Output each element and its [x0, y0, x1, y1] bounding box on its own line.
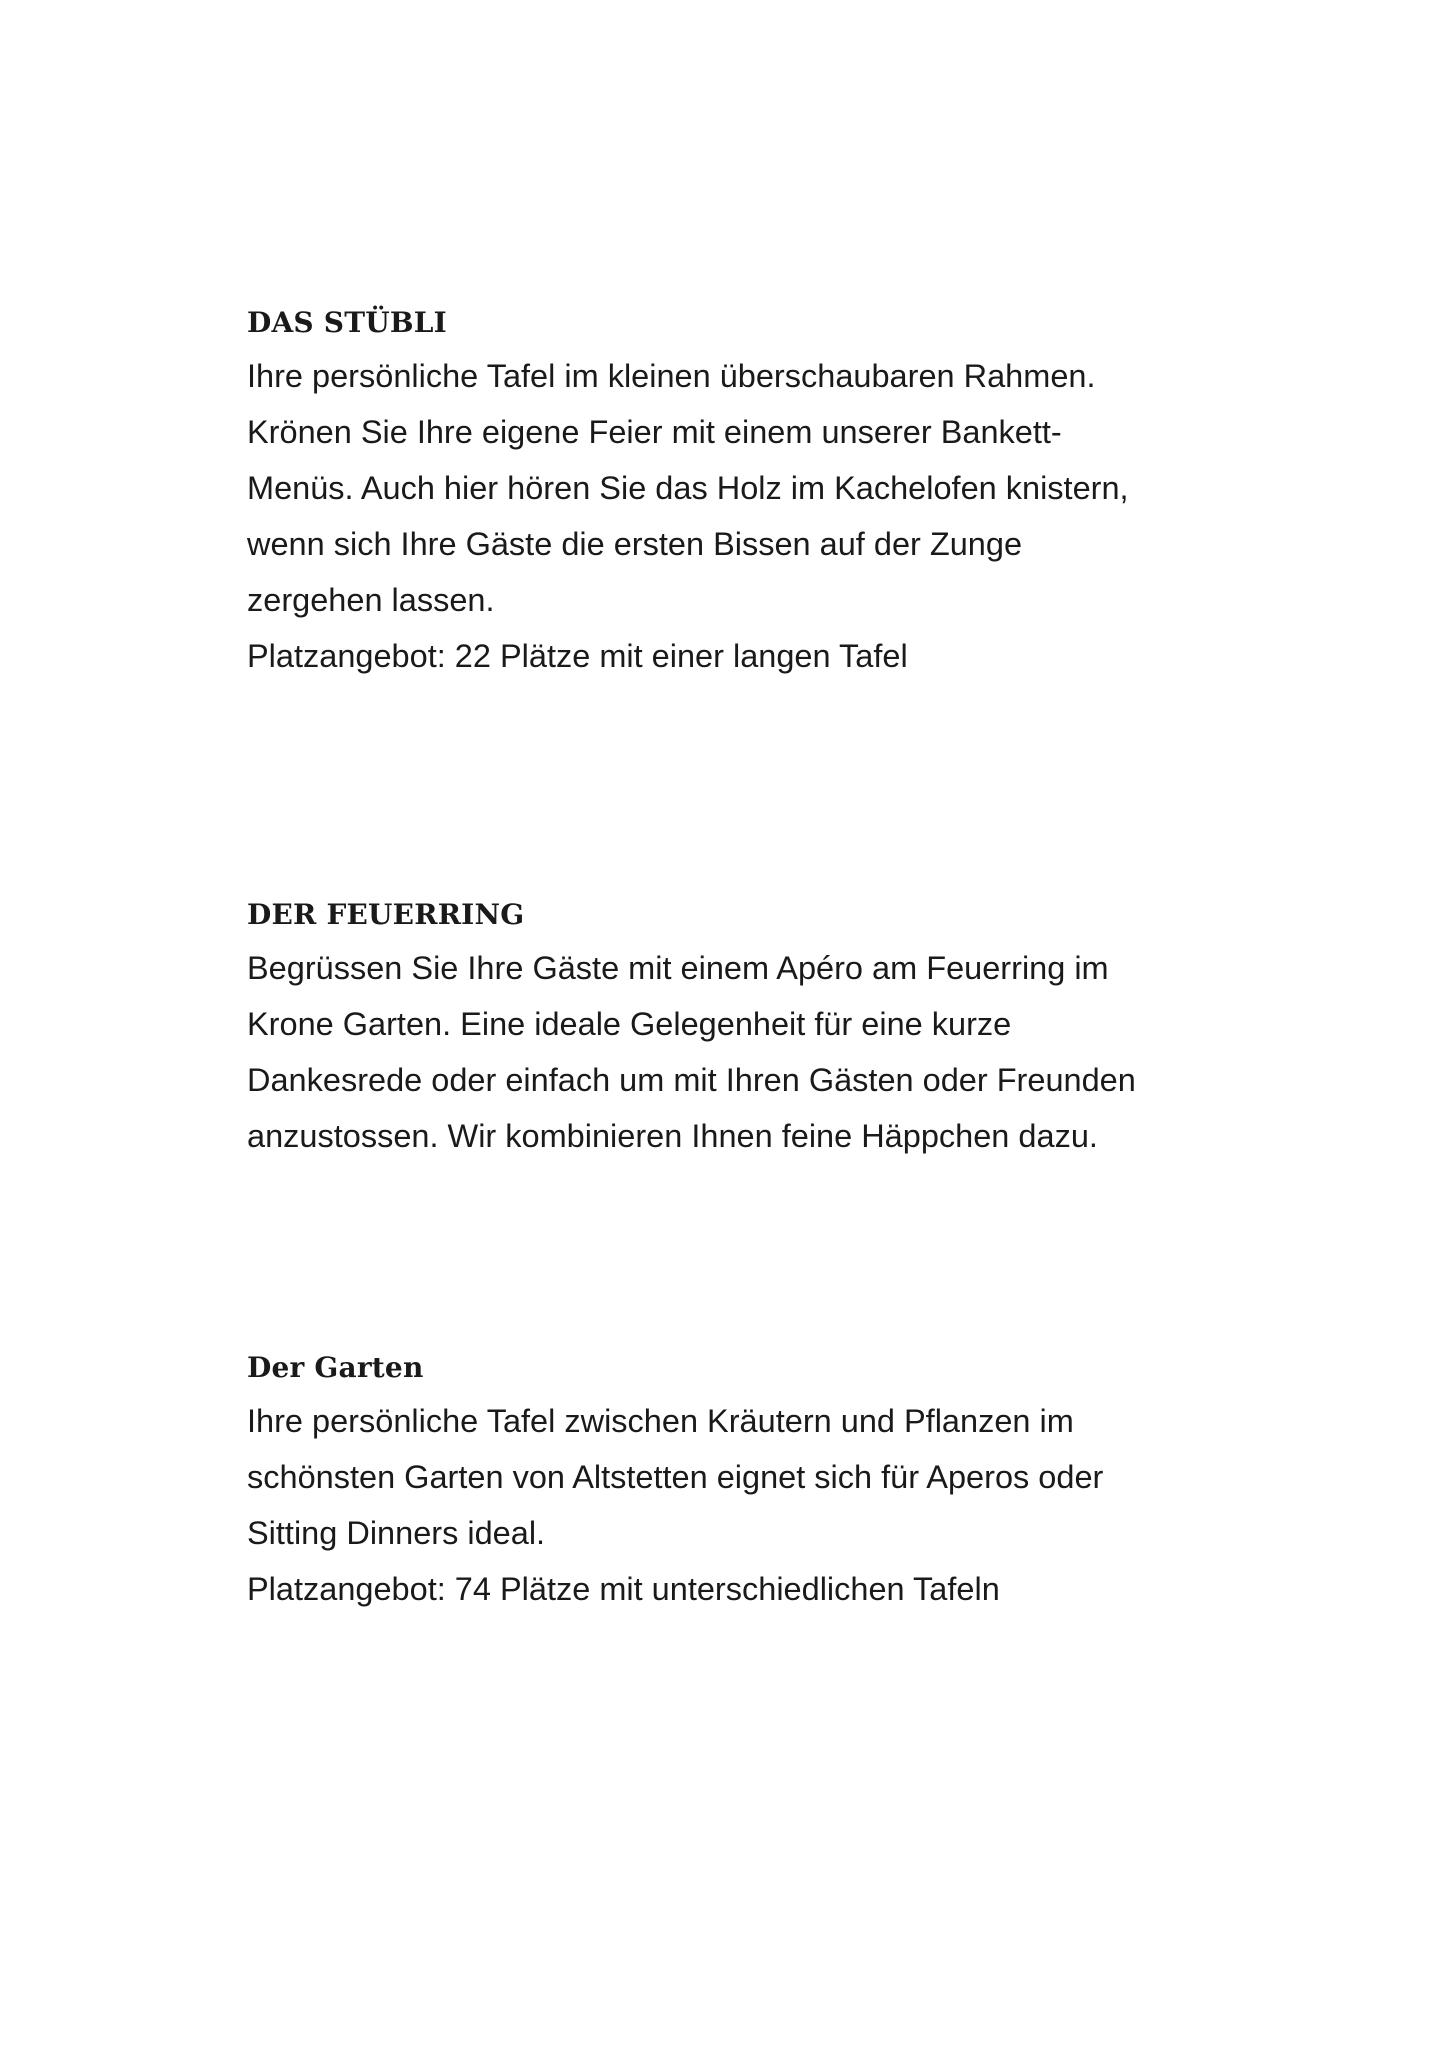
body-line: Krönen Sie Ihre eigene Feier mit einem unserer Bankett-: [247, 414, 1062, 450]
capacity-line: Platzangebot: 74 Plätze mit unterschiedlichen Tafeln: [247, 1571, 1000, 1607]
body-line: Krone Garten. Eine ideale Gelegenheit für eine kurze: [247, 1006, 1012, 1042]
body-line: Menüs. Auch hier hören Sie das Holz im Kachelofen knistern,: [247, 470, 1129, 506]
capacity-line: Platzangebot: 22 Plätze mit einer langen Tafel: [247, 638, 908, 674]
body-line: schönsten Garten von Altstetten eignet sich für Aperos oder: [247, 1459, 1104, 1495]
section-heading: DER FEUERRING: [247, 898, 525, 931]
section-heading: Der Garten: [247, 1351, 424, 1384]
body-line: Sitting Dinners ideal.: [247, 1515, 546, 1551]
body-line: Begrüssen Sie Ihre Gäste mit einem Apéro am Feuerring im: [247, 950, 1109, 986]
section-der-garten: [247, 1345, 1247, 1617]
body-line: Dankesrede oder einfach um mit Ihren Gästen oder Freunden: [247, 1062, 1136, 1098]
body-line: wenn sich Ihre Gäste die ersten Bissen auf der Zunge: [247, 526, 1023, 562]
section-das-stuebli: [247, 300, 1247, 684]
section-der-feuerring: [247, 892, 1247, 1164]
body-line: Ihre persönliche Tafel zwischen Kräutern und Pflanzen im: [247, 1403, 1074, 1439]
body-line: Ihre persönliche Tafel im kleinen überschaubaren Rahmen.: [247, 358, 1096, 394]
body-line: anzustossen. Wir kombinieren Ihnen feine Häppchen dazu.: [247, 1118, 1098, 1154]
section-heading: DAS STÜBLI: [247, 306, 447, 339]
body-line: zergehen lassen.: [247, 582, 495, 618]
